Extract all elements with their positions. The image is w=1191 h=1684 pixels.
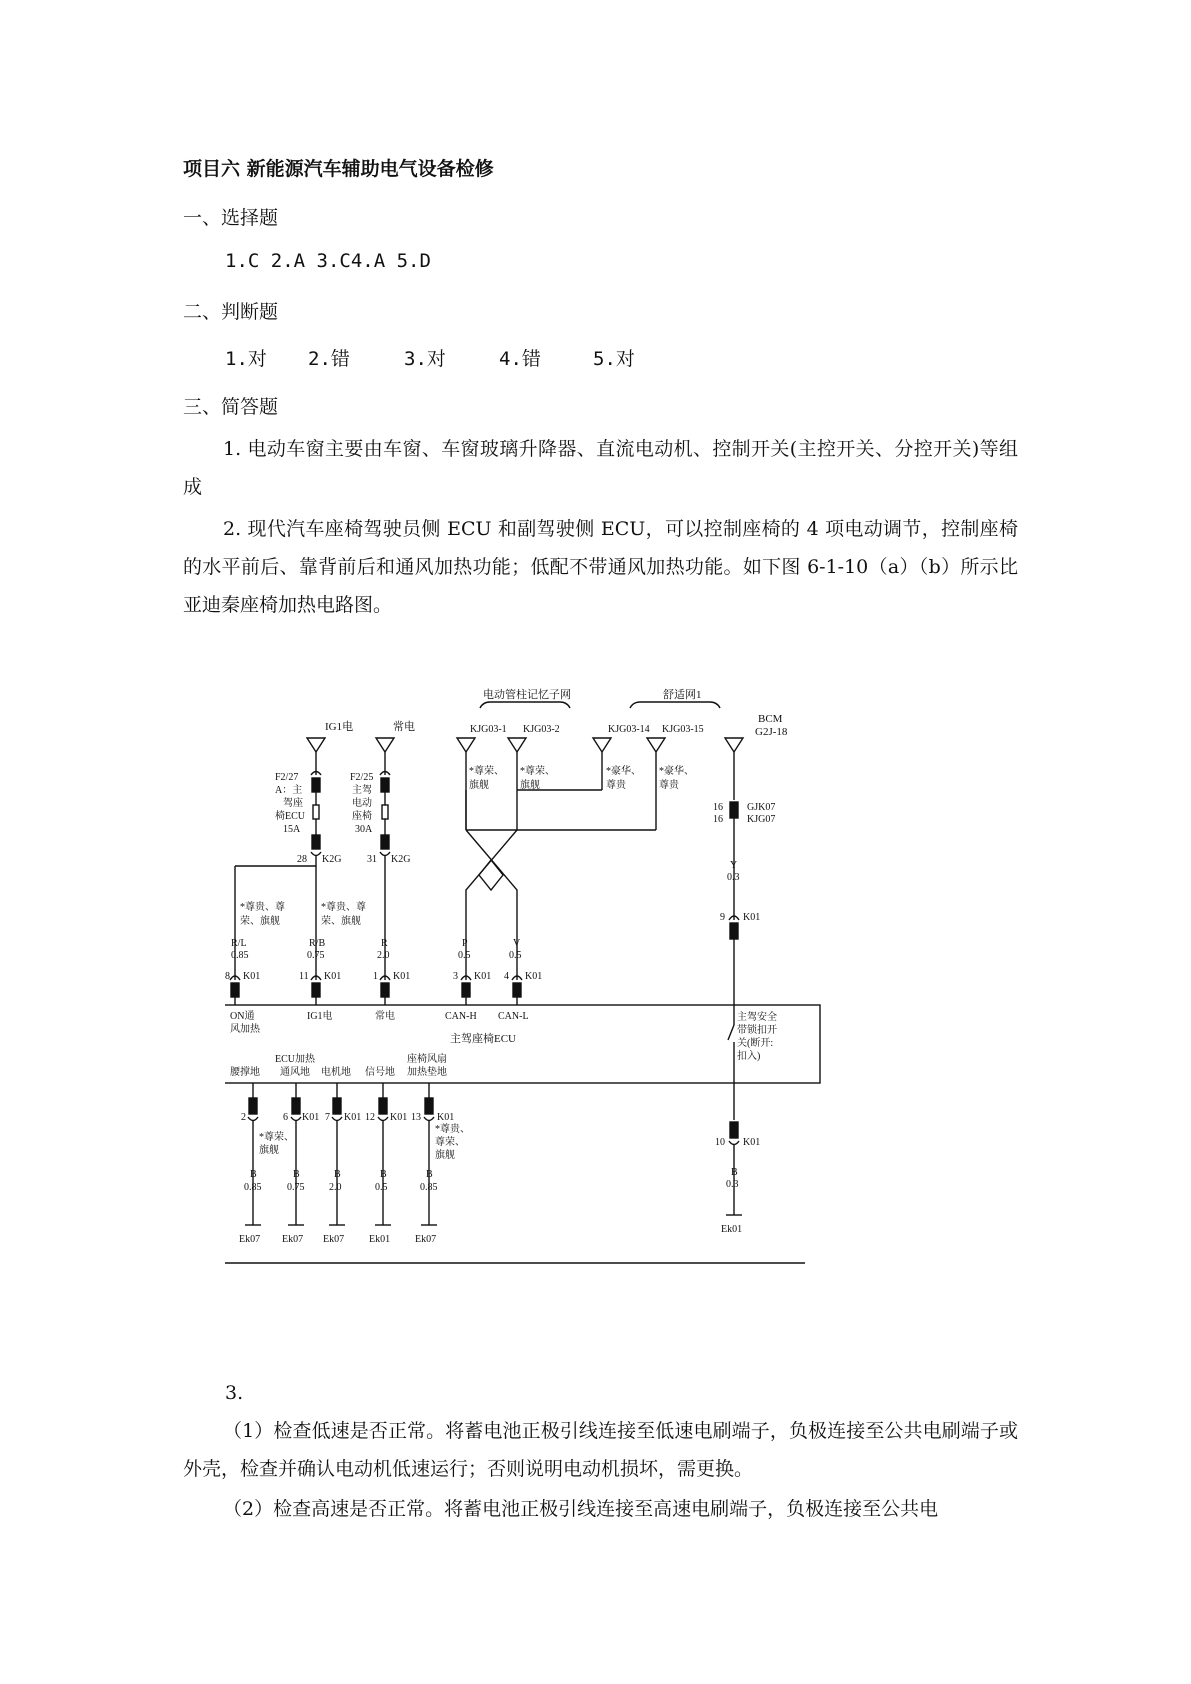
svg-text:1: 1 — [373, 971, 378, 982]
judge-answer: 5.对 — [593, 348, 635, 370]
svg-text:*豪华、: *豪华、 — [606, 766, 641, 777]
answer-paragraph-1: 1. 电动车窗主要由车窗、车窗玻璃升降器、直流电动机、控制开关(主控开关、分控开关)等组成 — [183, 438, 1018, 498]
svg-text:通风地: 通风地 — [280, 1067, 310, 1078]
seat-heating-circuit-diagram — [225, 680, 845, 1340]
svg-text:ON通: ON通 — [230, 1011, 255, 1022]
fuse-block — [312, 778, 320, 792]
svg-text:K01: K01 — [390, 1112, 408, 1123]
fuse-icon — [313, 805, 319, 819]
source-batt-label: 常电 — [393, 721, 415, 733]
fuse-label: 电动 — [352, 798, 372, 809]
section-heading-choice: 一、选择题 — [183, 207, 279, 229]
svg-text:Ek07: Ek07 — [415, 1234, 437, 1245]
connector-triangle — [725, 738, 743, 752]
answer-paragraph-3-1: （1）检查低速是否正常。将蓄电池正极引线连接至低速电刷端子，负极连接至公共电刷端子或外壳，检查并确认电动机低速运行；否则说明电动机损坏，需更换。 — [183, 1420, 1018, 1480]
fuse-label: 主驾 — [352, 785, 372, 796]
svg-text:K2G: K2G — [322, 854, 342, 865]
svg-text:0.85: 0.85 — [231, 950, 249, 961]
fuse-label: 30A — [355, 824, 373, 835]
svg-text:K01: K01 — [324, 971, 342, 982]
section-heading-judge: 二、判断题 — [183, 301, 279, 323]
svg-text:荣、旗舰: 荣、旗舰 — [240, 916, 280, 927]
fuse-label: A：主 — [275, 785, 303, 796]
svg-text:B: B — [380, 1169, 387, 1180]
fuse-label: 座椅 — [352, 811, 372, 822]
svg-text:旗舰: 旗舰 — [435, 1150, 455, 1161]
svg-text:2.0: 2.0 — [329, 1182, 342, 1193]
svg-text:K01: K01 — [743, 1137, 761, 1148]
svg-text:扣入): 扣入) — [737, 1051, 761, 1062]
svg-text:K01: K01 — [437, 1112, 455, 1123]
group-label: 电动管柱记忆子网 — [483, 689, 571, 701]
svg-text:16: 16 — [713, 814, 723, 825]
connector-triangle — [647, 738, 665, 752]
svg-text:带锁扣开: 带锁扣开 — [737, 1025, 777, 1036]
k01-lower-connectors — [248, 1083, 739, 1145]
svg-text:IG1电: IG1电 — [307, 1011, 333, 1022]
svg-text:腰撑地: 腰撑地 — [230, 1067, 260, 1078]
svg-text:7: 7 — [325, 1112, 330, 1123]
svg-text:*豪华、: *豪华、 — [659, 766, 694, 777]
svg-text:8: 8 — [225, 971, 230, 982]
svg-text:0.5: 0.5 — [509, 950, 522, 961]
choice-answers: 1.C 2.A 3.C4.A 5.D — [225, 250, 431, 272]
svg-text:9: 9 — [720, 912, 725, 923]
svg-text:*尊贵、: *尊贵、 — [435, 1124, 470, 1135]
svg-text:11: 11 — [299, 971, 309, 982]
svg-text:B: B — [334, 1169, 341, 1180]
svg-text:Ek07: Ek07 — [239, 1234, 261, 1245]
judge-answer: 1.对 — [225, 348, 267, 370]
svg-text:加热垫地: 加热垫地 — [407, 1067, 447, 1078]
pin-label: KJG03-15 — [662, 724, 704, 735]
svg-text:0.5: 0.5 — [375, 1182, 388, 1193]
svg-text:座椅风扇: 座椅风扇 — [407, 1054, 447, 1065]
svg-text:6: 6 — [283, 1112, 288, 1123]
svg-text:K2G: K2G — [391, 854, 411, 865]
pin-label: KJG03-14 — [608, 724, 650, 735]
fuse-label: F2/25 — [350, 772, 374, 783]
svg-text:信号地: 信号地 — [365, 1067, 395, 1078]
svg-text:旗舰: 旗舰 — [469, 780, 489, 791]
svg-text:R/L: R/L — [231, 938, 247, 949]
pin-label: KJG03-2 — [523, 724, 560, 735]
svg-text:4: 4 — [504, 971, 509, 982]
svg-text:荣、旗舰: 荣、旗舰 — [321, 916, 361, 927]
group-bracket — [630, 702, 720, 708]
svg-text:V: V — [513, 938, 521, 949]
connector-triangle — [376, 738, 394, 752]
svg-text:0.3: 0.3 — [727, 872, 740, 883]
svg-text:3: 3 — [453, 971, 458, 982]
svg-text:0.5: 0.5 — [458, 950, 471, 961]
svg-text:K01: K01 — [243, 971, 261, 982]
svg-text:0.75: 0.75 — [307, 950, 325, 961]
svg-text:旗舰: 旗舰 — [520, 780, 540, 791]
svg-text:K01: K01 — [344, 1112, 362, 1123]
svg-text:*尊荣、: *尊荣、 — [469, 766, 504, 777]
svg-text:0.85: 0.85 — [420, 1182, 438, 1193]
answer-paragraph-3-2: （2）检查高速是否正常。将蓄电池正极引线连接至高速电刷端子，负极连接至公共电 — [223, 1498, 939, 1520]
connector-triangle — [457, 738, 475, 752]
svg-text:K01: K01 — [474, 971, 492, 982]
svg-text:12: 12 — [365, 1112, 375, 1123]
svg-text:Y: Y — [730, 860, 738, 871]
svg-text:28: 28 — [297, 854, 307, 865]
svg-text:旗舰: 旗舰 — [259, 1145, 279, 1156]
svg-text:Ek01: Ek01 — [369, 1234, 391, 1245]
fuse-label: 15A — [283, 824, 301, 835]
pin-label: KJG03-1 — [470, 724, 507, 735]
bcm-pin-label: G2J-18 — [755, 726, 788, 738]
svg-text:关(断开:: 关(断开: — [737, 1038, 774, 1049]
svg-text:13: 13 — [411, 1112, 421, 1123]
svg-text:10: 10 — [715, 1137, 725, 1148]
svg-text:0.75: 0.75 — [287, 1182, 305, 1193]
question-3-label: 3. — [225, 1382, 244, 1404]
svg-text:P: P — [462, 938, 468, 949]
page-title: 项目六 新能源汽车辅助电气设备检修 — [183, 158, 494, 180]
svg-text:K01: K01 — [302, 1112, 320, 1123]
svg-text:尊贵: 尊贵 — [606, 780, 626, 791]
svg-text:*尊贵、尊: *尊贵、尊 — [240, 902, 285, 913]
svg-text:2.0: 2.0 — [377, 950, 390, 961]
svg-text:0.85: 0.85 — [244, 1182, 262, 1193]
group-bracket — [480, 702, 570, 708]
svg-text:Ek07: Ek07 — [282, 1234, 304, 1245]
svg-text:CAN-H: CAN-H — [445, 1011, 477, 1022]
svg-text:K01: K01 — [525, 971, 543, 982]
svg-text:GJK07: GJK07 — [747, 802, 776, 813]
svg-text:K01: K01 — [393, 971, 411, 982]
connector-triangle — [593, 738, 611, 752]
svg-text:主驾安全: 主驾安全 — [737, 1012, 777, 1023]
svg-text:常电: 常电 — [375, 1011, 395, 1022]
bcm-label: BCM — [758, 713, 783, 725]
svg-text:*尊荣、: *尊荣、 — [520, 766, 555, 777]
svg-text:ECU加热: ECU加热 — [275, 1054, 315, 1065]
section-heading-short: 三、简答题 — [183, 396, 279, 418]
svg-text:KJG07: KJG07 — [747, 814, 776, 825]
svg-text:*尊荣、: *尊荣、 — [259, 1132, 294, 1143]
fuse-block — [312, 835, 320, 849]
group-label: 舒适网1 — [663, 689, 702, 701]
svg-text:16: 16 — [713, 802, 723, 813]
svg-text:风加热: 风加热 — [230, 1024, 260, 1035]
svg-text:Ek07: Ek07 — [323, 1234, 345, 1245]
judge-answer: 2.错 — [308, 348, 350, 370]
svg-text:B: B — [731, 1167, 738, 1178]
svg-text:2: 2 — [241, 1112, 246, 1123]
answer-paragraph-2: 2. 现代汽车座椅驾驶员侧 ECU 和副驾驶侧 ECU，可以控制座椅的 4 项电动调节，控制座椅的水平前后、靠背前后和通风加热功能；低配不带通风加热功能。如下图 6-1-10（a）（b）所示比亚迪秦座椅加热电路图。 — [183, 518, 1018, 616]
svg-text:R: R — [381, 938, 388, 949]
judge-answer: 3.对 — [404, 348, 446, 370]
ecu-name: 主驾座椅ECU — [450, 1033, 516, 1045]
judge-answer: 4.错 — [499, 348, 541, 370]
fuse-label: F2/27 — [275, 772, 299, 783]
svg-text:K01: K01 — [743, 912, 761, 923]
svg-text:0.3: 0.3 — [726, 1179, 739, 1190]
source-ig1-label: IG1电 — [325, 721, 354, 733]
svg-text:31: 31 — [367, 854, 377, 865]
svg-text:*尊贵、尊: *尊贵、尊 — [321, 902, 366, 913]
svg-text:R/B: R/B — [309, 938, 326, 949]
svg-text:尊贵: 尊贵 — [659, 780, 679, 791]
svg-text:B: B — [250, 1169, 257, 1180]
svg-text:Ek01: Ek01 — [721, 1224, 743, 1235]
fuse-label: 椅ECU — [275, 811, 305, 822]
connector-triangle — [508, 738, 526, 752]
connector-triangle — [307, 738, 325, 752]
svg-text:B: B — [426, 1169, 433, 1180]
fuse-label: 驾座 — [283, 798, 303, 809]
svg-text:电机地: 电机地 — [321, 1067, 351, 1078]
svg-text:尊荣、: 尊荣、 — [435, 1137, 465, 1148]
svg-text:CAN-L: CAN-L — [498, 1011, 529, 1022]
svg-text:B: B — [293, 1169, 300, 1180]
